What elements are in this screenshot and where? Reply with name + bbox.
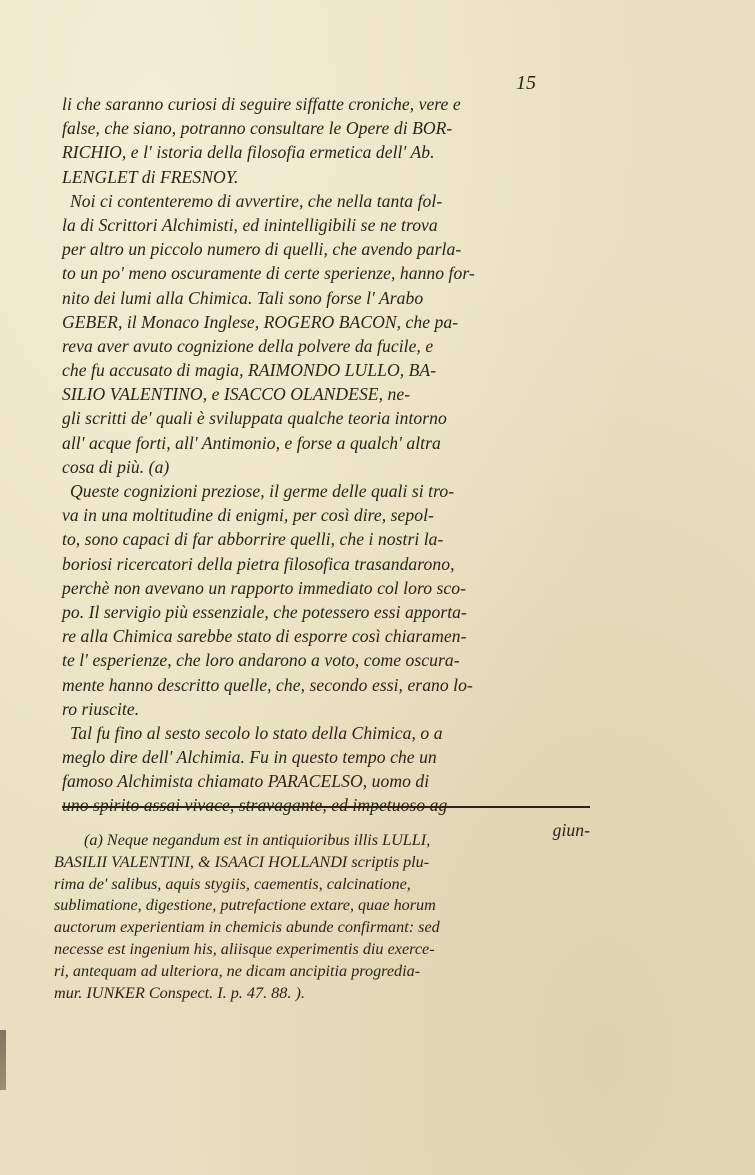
body-line: nito dei lumi alla Chimica. Tali sono forse l' Arabo — [62, 287, 424, 308]
body-line: RICHIO, e l' istoria della filosofia ermetica dell' Ab. — [62, 142, 435, 163]
footnote-line: mur. IUNKER Conspect. I. p. 47. 88. ). — [54, 983, 305, 1002]
body-line: perchè non avevano un rapporto immediato col loro sco- — [62, 577, 467, 598]
footnote-line: rima de' salibus, aquis stygiis, caementis, calcinatione, — [54, 874, 411, 893]
paragraph-start: Noi ci contenteremo di avvertire, che nella tanta fol- — [70, 190, 443, 211]
footnote-line: sublimatione, digestione, putrefactione extare, quae horum — [54, 896, 436, 915]
body-line: reva aver avuto cognizione della polvere da fucile, e — [62, 335, 434, 356]
body-line: meglo dire dell' Alchimia. Fu in questo tempo che un — [62, 747, 437, 768]
body-line: gli scritti de' quali è sviluppata qualche teoria intorno — [62, 408, 447, 429]
body-line: to, sono capaci di far abborrire quelli, che i nostri la- — [62, 529, 444, 550]
page-number: 15 — [516, 72, 536, 94]
body-line: famoso Alchimista chiamato PARACELSO, uomo di — [62, 771, 430, 792]
body-line: per altro un piccolo numero di quelli, che avendo parla- — [62, 239, 462, 260]
footnote — [54, 830, 594, 1004]
body-text — [62, 92, 590, 842]
footnote-line: auctorum experientiam in chemicis abunde confirmant: sed — [54, 918, 440, 937]
body-line: uno spirito assai vivace, stravagante, ed impetuoso ag- — [62, 795, 454, 816]
body-line: mente hanno descritto quelle, che, secondo essi, erano lo- — [62, 674, 473, 695]
footnote-line: BASILII VALENTINI, & ISAACI HOLLANDI scriptis plu- — [54, 852, 430, 871]
body-line: GEBER, il Monaco Inglese, ROGERO BACON, che pa- — [62, 311, 459, 332]
body-line: te l' esperienze, che loro andarono a voto, come oscura- — [62, 650, 460, 671]
body-line: boriosi ricercatori della pietra filosofica trasandarono, — [62, 553, 455, 574]
body-line: po. Il servigio più essenziale, che potessero essi apporta- — [62, 601, 467, 622]
body-line: va in una moltitudine di enigmi, per così dire, sepol- — [62, 505, 434, 526]
page-edge-stain — [0, 1030, 6, 1090]
body-line: LENGLET di FRESNOY. — [62, 166, 239, 187]
paragraph-start: Tal fu fino al sesto secolo lo stato della Chimica, o a — [70, 722, 443, 743]
body-line: SILIO VALENTINO, e ISACCO OLANDESE, ne- — [62, 384, 411, 405]
body-line: cosa di più. (a) — [62, 456, 170, 477]
body-line: li che saranno curiosi di seguire siffatte croniche, vere e — [62, 94, 461, 114]
body-line: ro riuscite. — [62, 698, 140, 719]
body-line: all' acque forti, all' Antimonio, e forse a qualch' altra — [62, 432, 441, 453]
catchword: giun- — [552, 819, 590, 840]
body-line: to un po' meno oscuramente di certe sperienze, hanno for- — [62, 263, 475, 284]
body-line: re alla Chimica sarebbe stato di esporre così chiaramen- — [62, 626, 467, 647]
footnote-separator — [62, 806, 590, 808]
footnote-line: ri, antequam ad ulteriora, ne dicam ancipitia progredia- — [54, 961, 421, 980]
footnote-line: (a) Neque negandum est in antiquioribus illis LULLI, — [84, 831, 431, 849]
body-line: che fu accusato di magia, RAIMONDO LULLO, BA- — [62, 360, 437, 381]
body-line: la di Scrittori Alchimisti, ed inintelligibili se ne trova — [62, 214, 438, 235]
paragraph-start: Queste cognizioni preziose, il germe delle quali si tro- — [70, 481, 455, 501]
body-line: false, che siano, potranno consultare le Opere di BOR- — [62, 118, 453, 139]
footnote-line: necesse est ingenium his, aliisque experimentis diu exerce- — [54, 939, 435, 958]
